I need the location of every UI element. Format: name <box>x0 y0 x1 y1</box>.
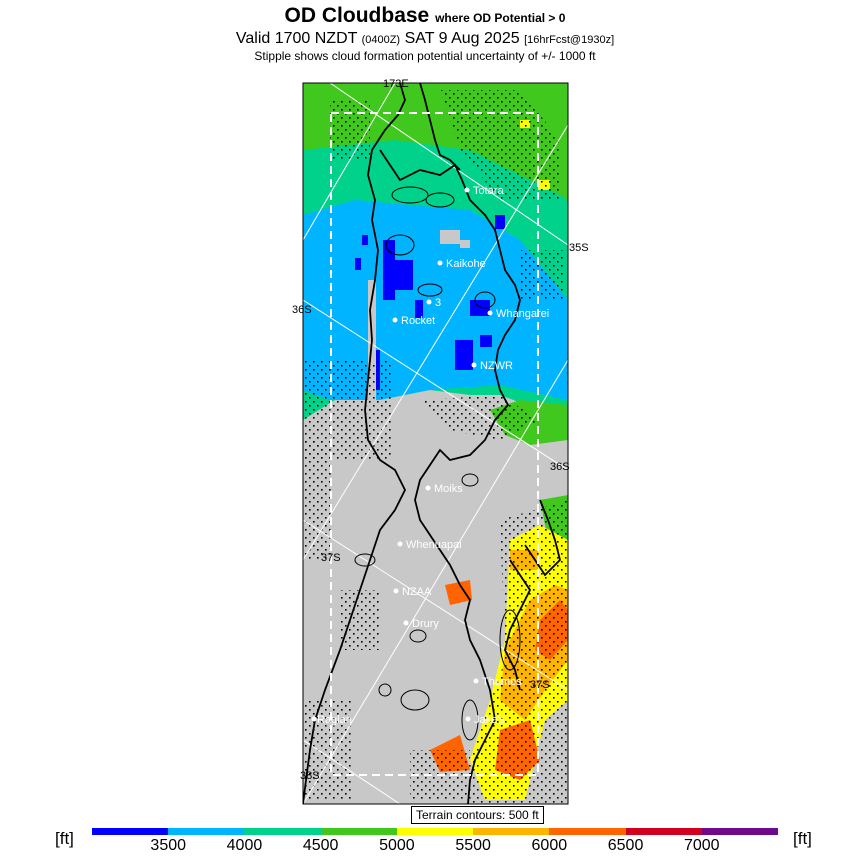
place-dot-moiks <box>426 486 431 491</box>
colorbar-swatch <box>168 828 244 835</box>
colorbar-unit-right: [ft] <box>793 829 812 848</box>
place-dot-whangarei <box>488 311 493 316</box>
colorbar-tick-label: 6000 <box>531 837 568 854</box>
place-label-nzwr: NZWR <box>480 360 513 372</box>
colorbar-tick-label: 7000 <box>683 837 720 854</box>
place-dot-3 <box>427 300 432 305</box>
colorbar-swatch <box>244 828 320 835</box>
place-label-drury: Drury <box>412 618 439 630</box>
place-dot-jakes <box>466 717 471 722</box>
place-label-moiks: Moiks <box>434 483 463 495</box>
colorbar-tick-label: 3500 <box>150 837 187 854</box>
place-label-3: 3 <box>435 297 442 309</box>
colorbar-swatch <box>626 828 702 835</box>
lat-label-37s-left: 37S <box>321 552 341 564</box>
lat-label-36s-right: 36S <box>550 461 570 473</box>
colorbar-swatch <box>549 828 625 835</box>
valid-utc: (0400Z) <box>361 34 401 46</box>
lat-label-35s: 35S <box>569 242 589 254</box>
colorbar-tick-label: 5500 <box>455 837 491 854</box>
place-dot-rocket <box>393 318 398 323</box>
place-label-rocket: Rocket <box>401 315 436 327</box>
colorbar-tick-label: 6500 <box>607 837 644 854</box>
valid-prefix: Valid 1700 NZDT <box>235 30 358 47</box>
place-dot-thames <box>474 679 479 684</box>
place-label-totara: Totara <box>473 185 504 197</box>
lat-label-38s: 38S <box>300 770 320 782</box>
colorbar-tick-label: 4000 <box>226 837 263 854</box>
place-label-nzaa: NZAA <box>402 586 432 598</box>
title-main: OD Cloudbase <box>284 4 430 27</box>
colorbar-swatch <box>321 828 397 835</box>
place-dot-nzwr <box>472 363 477 368</box>
place-label-thames: Thames <box>482 676 522 688</box>
place-dot-raglan <box>312 717 317 722</box>
lat-label-36s-left: 36S <box>292 304 312 316</box>
title-condition: where OD Potential > 0 <box>435 11 566 25</box>
colorbar-tick-label: 4500 <box>302 837 339 854</box>
forecast-tag: [16hrFcst@1930z] <box>524 34 615 46</box>
place-label-raglan: Raglan <box>317 714 352 726</box>
place-label-whenuapai: Whenuapai <box>406 539 462 551</box>
place-dot-totara <box>465 188 470 193</box>
place-dot-drury <box>404 621 409 626</box>
colorbar-swatch <box>397 828 473 835</box>
valid-date: SAT 9 Aug 2025 <box>404 30 520 47</box>
place-dot-whenuapai <box>398 542 403 547</box>
place-dot-nzaa <box>394 589 399 594</box>
lon-label-173e: 173E <box>383 78 409 90</box>
colorbar-tick-label: 5000 <box>379 837 415 854</box>
map-fields <box>303 83 568 804</box>
place-label-jakes: Jake's <box>474 714 505 726</box>
colorbar-swatch <box>473 828 549 835</box>
terrain-contour-note: Terrain contours: 500 ft <box>411 806 544 824</box>
colorbar <box>92 828 778 835</box>
place-label-whangarei: Whangarei <box>496 308 550 320</box>
subtitle: Stipple shows cloud formation potential uncertainty of +/- 1000 ft <box>254 49 596 63</box>
colorbar-swatch <box>92 828 168 835</box>
colorbar-swatch <box>702 828 778 835</box>
colorbar-unit-left: [ft] <box>55 829 74 848</box>
place-dot-kaikohe <box>438 261 443 266</box>
place-label-kaikohe: Kaikohe <box>446 258 486 270</box>
lat-label-37s-right: 37S <box>530 679 550 691</box>
